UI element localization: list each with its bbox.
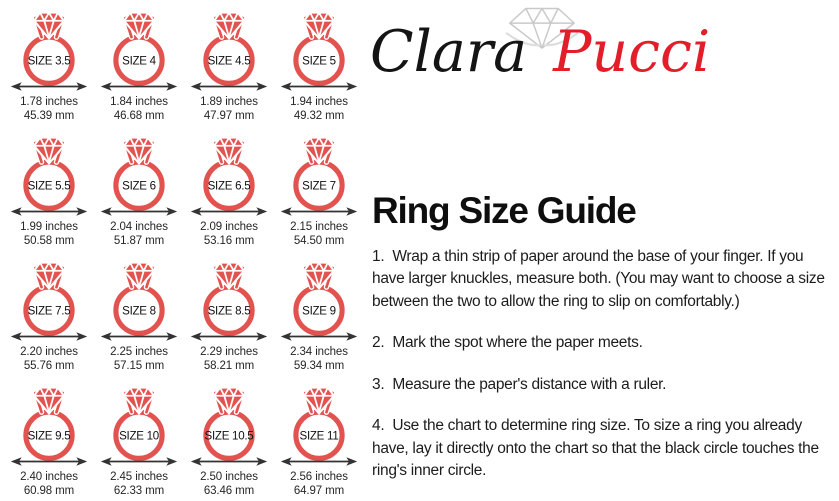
ring-size-cell — [94, 125, 184, 250]
ring-measurements — [20, 346, 78, 373]
ring-size-label: SIZE 10 — [119, 430, 159, 443]
ring-size-cell — [94, 375, 184, 500]
ring-size-label: SIZE 9 — [302, 305, 336, 318]
ring-size-cell — [184, 375, 274, 500]
ring-circumference-inches: 2.09 inches — [200, 221, 258, 233]
ring-size-label: SIZE 7.5 — [27, 305, 71, 318]
diameter-arrow-icon — [190, 206, 268, 217]
ring-circumference-inches: 2.25 inches — [110, 346, 168, 358]
page-title: Ring Size Guide — [372, 190, 636, 231]
ring-circumference-inches: 2.34 inches — [290, 346, 348, 358]
ring-circumference-inches: 2.04 inches — [110, 221, 168, 233]
ring-size-cell — [184, 250, 274, 375]
diameter-arrow-icon — [190, 331, 268, 342]
diameter-arrow-icon — [10, 81, 88, 92]
ring-circumference-inches: 2.29 inches — [200, 346, 258, 358]
ring-icon — [195, 132, 263, 214]
ring-icon — [105, 257, 173, 339]
ring-size-label: SIZE 3.5 — [27, 55, 71, 68]
ring-circumference-mm: 46.68 mm — [113, 109, 165, 122]
ring-circumference-mm: 49.32 mm — [293, 109, 345, 122]
ring-circumference-mm: 51.87 mm — [113, 234, 165, 247]
ring-size-label: SIZE 9.5 — [27, 430, 71, 443]
ring-size-cell — [274, 125, 364, 250]
brand-name-clara: Clara — [370, 19, 528, 85]
ring-icon — [105, 7, 173, 89]
diameter-arrow-icon — [280, 206, 358, 217]
ring-circumference-inches: 1.84 inches — [110, 96, 168, 108]
diameter-arrow-icon — [100, 456, 178, 467]
ring-circumference-mm: 64.97 mm — [293, 484, 345, 497]
ring-measurements — [200, 471, 258, 498]
ring-measurements — [110, 346, 168, 373]
ring-size-label: SIZE 10.5 — [204, 430, 254, 443]
ring-size-label: SIZE 11 — [299, 430, 339, 443]
ring-circumference-mm: 50.58 mm — [23, 234, 75, 247]
ring-measurements — [20, 221, 78, 248]
ring-icon — [285, 257, 353, 339]
ring-size-label: SIZE 4 — [122, 55, 156, 68]
ring-measurements — [110, 96, 168, 123]
ring-icon — [15, 7, 83, 89]
ring-size-label: SIZE 5 — [302, 55, 336, 68]
ring-measurements — [290, 471, 348, 498]
instruction-step-3: 3. Measure the paper's distance with a ruler. — [372, 375, 667, 393]
ring-measurements — [200, 96, 258, 123]
ring-icon — [15, 132, 83, 214]
ring-icon — [15, 382, 83, 464]
brand-logo — [370, 8, 790, 108]
ring-circumference-mm: 60.98 mm — [23, 484, 75, 497]
diameter-arrow-icon — [10, 206, 88, 217]
ring-size-cell — [274, 375, 364, 500]
ring-measurements — [110, 471, 168, 498]
ring-circumference-mm: 57.15 mm — [113, 359, 165, 372]
ring-circumference-inches: 1.99 inches — [20, 221, 78, 233]
instruction-step-2: 2. Mark the spot where the paper meets. — [372, 334, 643, 352]
ring-circumference-mm: 63.46 mm — [203, 484, 255, 497]
ring-size-cell — [94, 250, 184, 375]
ring-icon — [105, 132, 173, 214]
ring-measurements — [290, 221, 348, 248]
brand-name — [370, 19, 790, 85]
ring-circumference-mm: 53.16 mm — [203, 234, 255, 247]
instruction-step-1: 1. Wrap a thin strip of paper around the base of your finger. If you have larger knuckles, measure both. (You may want to choose a size between the two to allow the ring to slip on comfortably.) — [372, 248, 829, 310]
ring-circumference-mm: 54.50 mm — [293, 234, 345, 247]
diameter-arrow-icon — [280, 81, 358, 92]
instruction-step-4: 4. Use the chart to determine ring size. To size a ring you already have, lay it directly onto the chart so that the black circle touches the ring's inner circle. — [372, 417, 823, 480]
ring-circumference-inches: 2.15 inches — [290, 221, 348, 233]
ring-size-label: SIZE 6.5 — [207, 180, 251, 193]
ring-size-cell — [274, 0, 364, 125]
ring-icon — [285, 382, 353, 464]
ring-circumference-mm: 55.76 mm — [23, 359, 75, 372]
diameter-arrow-icon — [100, 206, 178, 217]
ring-size-cell — [4, 0, 94, 125]
ring-size-label: SIZE 4.5 — [207, 55, 251, 68]
ring-circumference-mm: 45.39 mm — [23, 109, 75, 122]
ring-size-cell — [4, 375, 94, 500]
ring-measurements — [290, 346, 348, 373]
ring-circumference-mm: 62.33 mm — [113, 484, 165, 497]
ring-measurements — [200, 221, 258, 248]
diameter-arrow-icon — [10, 331, 88, 342]
ring-circumference-inches: 2.50 inches — [200, 471, 258, 483]
instruction-steps — [372, 246, 834, 501]
ring-circumference-mm: 59.34 mm — [293, 359, 345, 372]
brand-name-pucci: Pucci — [553, 19, 711, 85]
ring-measurements — [20, 96, 78, 123]
ring-size-label: SIZE 8 — [122, 305, 156, 318]
ring-size-cell — [94, 0, 184, 125]
ring-size-cell — [4, 125, 94, 250]
ring-icon — [15, 257, 83, 339]
ring-size-label: SIZE 8.5 — [207, 305, 251, 318]
diameter-arrow-icon — [100, 81, 178, 92]
ring-icon — [195, 257, 263, 339]
ring-circumference-inches: 2.45 inches — [110, 471, 168, 483]
ring-circumference-mm: 58.21 mm — [203, 359, 255, 372]
diameter-arrow-icon — [280, 456, 358, 467]
ring-measurements — [290, 96, 348, 123]
ring-size-cell — [274, 250, 364, 375]
ring-measurements — [20, 471, 78, 498]
ring-circumference-inches: 1.89 inches — [200, 96, 258, 108]
diameter-arrow-icon — [100, 331, 178, 342]
ring-circumference-inches: 2.20 inches — [20, 346, 78, 358]
diameter-arrow-icon — [190, 456, 268, 467]
ring-size-label: SIZE 5.5 — [27, 180, 71, 193]
ring-circumference-inches: 1.78 inches — [20, 96, 78, 108]
ring-size-cell — [184, 0, 274, 125]
ring-circumference-mm: 47.97 mm — [203, 109, 255, 122]
ring-size-cell — [4, 250, 94, 375]
ring-icon — [105, 382, 173, 464]
diameter-arrow-icon — [190, 81, 268, 92]
ring-size-grid — [4, 0, 364, 500]
ring-size-cell — [184, 125, 274, 250]
ring-measurements — [200, 346, 258, 373]
ring-measurements — [110, 221, 168, 248]
ring-circumference-inches: 1.94 inches — [290, 96, 348, 108]
diameter-arrow-icon — [10, 456, 88, 467]
ring-icon — [195, 7, 263, 89]
ring-circumference-inches: 2.40 inches — [20, 471, 78, 483]
ring-circumference-inches: 2.56 inches — [290, 471, 348, 483]
ring-icon — [285, 7, 353, 89]
ring-size-label: SIZE 6 — [122, 180, 156, 193]
diameter-arrow-icon — [280, 331, 358, 342]
ring-icon — [195, 382, 263, 464]
ring-size-label: SIZE 7 — [302, 180, 336, 193]
ring-icon — [285, 132, 353, 214]
